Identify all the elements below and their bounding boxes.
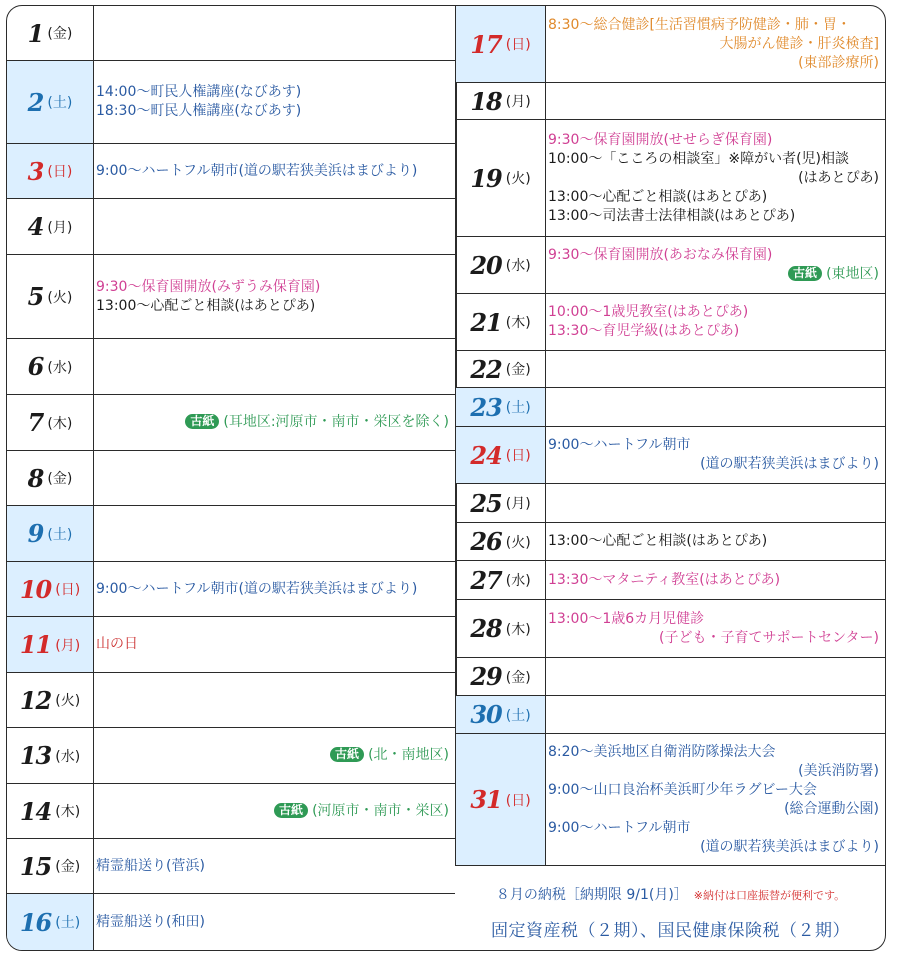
day-of-week: (木) (55, 804, 81, 820)
day-of-week: (金) (47, 471, 73, 487)
day-number: 1 (27, 18, 44, 48)
day-number: 28 (470, 614, 502, 643)
day-row (456, 6, 885, 83)
day-date (456, 351, 546, 387)
event-line (548, 838, 879, 857)
day-number: 2 (27, 87, 44, 117)
day-row (7, 144, 455, 199)
day-events (548, 658, 879, 695)
event-text: 8:20～美浜地区自衛消防隊操法大会 (548, 743, 776, 760)
day-date (7, 199, 94, 254)
day-number: 30 (470, 700, 502, 729)
day-of-week: (金) (47, 26, 73, 42)
day-number: 31 (470, 785, 502, 814)
day-number: 11 (19, 630, 52, 659)
event-line (548, 131, 879, 150)
event-line (548, 762, 879, 781)
day-events (96, 673, 449, 727)
day-of-week: (月) (505, 496, 531, 512)
day-of-week: (土) (55, 915, 81, 931)
event-text: (はあとぴあ) (798, 169, 879, 186)
event-line (96, 278, 449, 297)
event-text: 8:30～総合健診[生活習慣病予防健診・肺・胃・ (548, 16, 851, 33)
day-events (548, 734, 879, 865)
day-row (7, 451, 455, 506)
day-row (456, 120, 885, 237)
event-line (548, 743, 879, 762)
day-date (456, 484, 546, 522)
event-line (96, 83, 449, 102)
day-number: 25 (470, 488, 502, 518)
event-line (548, 35, 879, 54)
day-row (7, 784, 455, 839)
day-of-week: (火) (505, 534, 531, 551)
day-number: 22 (470, 354, 502, 384)
day-row (7, 617, 455, 673)
event-line (548, 188, 879, 207)
day-row (7, 673, 455, 728)
event-line (548, 629, 879, 648)
day-events (96, 61, 449, 143)
day-of-week: (火) (55, 693, 81, 709)
event-text: 9:30～保育園開放(みずうみ保育園) (96, 278, 321, 295)
day-row (456, 696, 885, 734)
day-of-week: (月) (55, 637, 81, 654)
day-of-week: (木) (505, 621, 531, 638)
day-of-week: (日) (55, 582, 81, 598)
day-of-week: (土) (505, 707, 531, 724)
day-date (7, 451, 94, 505)
day-of-week: (水) (47, 359, 73, 376)
day-date (7, 784, 94, 838)
day-date (456, 696, 546, 733)
event-text: (子ども・子育てサポートセンター) (659, 629, 879, 646)
day-events (96, 255, 449, 338)
waste-paper-badge: 古紙 (274, 803, 308, 818)
event-text: 9:00～ハートフル朝市(道の駅若狭美浜はまびより) (96, 580, 418, 597)
day-of-week: (水) (55, 748, 81, 765)
day-date (456, 523, 546, 560)
day-of-week: (木) (505, 315, 531, 331)
event-line (548, 303, 879, 322)
day-number: 29 (470, 662, 502, 691)
event-text: 9:30～保育園開放(あおなみ保育園) (548, 247, 773, 263)
event-text: 13:00～心配ごと相談(はあとぴあ) (548, 188, 768, 205)
day-number: 9 (27, 519, 44, 548)
event-text: 13:00～司法書士法律相談(はあとぴあ) (548, 207, 796, 224)
event-line (548, 322, 879, 341)
event-line (96, 913, 449, 932)
day-date (7, 728, 94, 783)
day-events (548, 600, 879, 657)
event-line (548, 436, 879, 455)
day-number: 5 (27, 282, 44, 311)
day-number: 16 (19, 907, 52, 937)
paper-collection-event (96, 802, 449, 821)
day-date (456, 83, 546, 119)
day-number: 18 (470, 86, 502, 116)
day-date (456, 658, 546, 695)
event-line (548, 150, 879, 169)
event-text: 13:30～育児学級(はあとぴあ) (548, 323, 740, 339)
day-number: 27 (470, 565, 502, 595)
day-events (548, 561, 879, 599)
day-date (456, 6, 546, 82)
day-events (548, 6, 879, 82)
day-of-week: (日) (505, 792, 531, 809)
day-number: 24 (470, 440, 502, 470)
day-row (7, 562, 455, 617)
day-of-week: (月) (505, 94, 531, 110)
day-of-week: (金) (55, 859, 81, 875)
day-row (456, 600, 885, 658)
event-text: 9:30～保育園開放(せせらぎ保育園) (548, 131, 773, 148)
event-line (548, 571, 879, 590)
event-line (96, 580, 449, 599)
day-events (96, 728, 449, 783)
tax-items: 固定資産税（２期）、国民健康保険税（２期） (491, 921, 850, 941)
day-number: 26 (470, 527, 502, 556)
day-date (456, 237, 546, 293)
event-line (548, 532, 879, 551)
day-date (456, 561, 546, 599)
event-line (96, 635, 449, 654)
day-row (7, 339, 455, 395)
day-of-week: (金) (505, 362, 531, 378)
day-of-week: (日) (505, 37, 531, 53)
calendar-frame (6, 5, 886, 951)
event-text: 18:30～町民人権講座(なびあす) (96, 103, 302, 119)
day-date (456, 600, 546, 657)
event-text: 13:30～マタニティ教室(はあとぴあ) (548, 571, 781, 588)
day-number: 3 (27, 156, 44, 186)
day-date (456, 294, 546, 350)
day-of-week: (土) (47, 95, 73, 111)
tax-notice (456, 866, 885, 950)
day-date (7, 839, 94, 893)
day-date (7, 894, 94, 950)
day-row (456, 83, 885, 120)
day-events (96, 395, 449, 450)
day-events (548, 294, 879, 350)
paper-collection-event (96, 413, 449, 432)
event-line (548, 819, 879, 838)
day-row (456, 294, 885, 351)
waste-paper-badge: 古紙 (330, 747, 364, 762)
day-of-week: (金) (505, 669, 531, 686)
day-row (7, 728, 455, 784)
event-line (548, 781, 879, 800)
waste-paper-badge: 古紙 (185, 414, 219, 429)
event-line (96, 102, 449, 121)
event-line (548, 455, 879, 474)
day-row (456, 237, 885, 294)
day-of-week: (日) (505, 448, 531, 464)
day-events (96, 199, 449, 254)
day-date (7, 673, 94, 727)
day-row (456, 388, 885, 427)
day-number: 7 (27, 408, 44, 437)
day-events (96, 6, 449, 60)
day-row (456, 427, 885, 484)
tax-deadline: ８月の納税［納期限 9/1(月)］ (495, 887, 688, 903)
day-date (7, 617, 94, 672)
day-number: 20 (470, 250, 502, 280)
event-text: (北・南地区) (368, 747, 449, 763)
event-text: 9:00～ハートフル朝市 (548, 819, 691, 836)
day-of-week: (火) (505, 171, 531, 187)
day-date (7, 61, 94, 143)
day-events (548, 523, 879, 560)
event-line (548, 16, 879, 35)
event-text: 10:00～「こころの相談室」※障がい者(児)相談 (548, 150, 849, 167)
event-line (548, 207, 879, 226)
day-of-week: (水) (505, 258, 531, 274)
day-events (96, 144, 449, 198)
tax-deadline-line (456, 884, 885, 904)
event-text: 13:00～心配ごと相談(はあとぴあ) (96, 297, 316, 314)
event-text: 山の日 (96, 636, 138, 652)
day-date (456, 734, 546, 865)
event-text: (総合運動公園) (784, 800, 879, 817)
event-text: 13:00～心配ごと相談(はあとぴあ) (548, 533, 768, 549)
event-text: 10:00～1歳児教室(はあとぴあ) (548, 304, 749, 320)
event-text: 精霊船送り(菅浜) (96, 857, 205, 874)
day-date (7, 506, 94, 561)
event-text: 9:00～山口良治杯美浜町少年ラグビー大会 (548, 781, 817, 798)
event-text: (耳地区:河原市・南市・栄区を除く) (223, 414, 449, 430)
day-row (7, 395, 455, 451)
day-number: 19 (470, 163, 502, 193)
event-text: 大腸がん健診・肝炎検査] (719, 35, 879, 52)
waste-paper-badge: 古紙 (788, 266, 822, 281)
day-of-week: (土) (47, 526, 73, 543)
day-row (456, 484, 885, 523)
day-date (456, 388, 546, 426)
event-text: 9:00～ハートフル朝市 (548, 437, 691, 453)
day-events (548, 120, 879, 236)
day-row (7, 255, 455, 339)
event-text: 13:00～1歳6カ月児健診 (548, 610, 705, 627)
day-events (548, 484, 879, 522)
day-of-week: (月) (47, 219, 73, 236)
day-events (96, 339, 449, 394)
day-row (456, 351, 885, 388)
day-date (7, 395, 94, 450)
event-text: (美浜消防署) (798, 762, 879, 779)
day-date (7, 6, 94, 60)
day-number: 23 (470, 392, 502, 422)
event-line (548, 54, 879, 73)
day-events (96, 451, 449, 505)
day-row (456, 523, 885, 561)
day-row (456, 561, 885, 600)
event-text: (道の駅若狭美浜はまびより) (700, 456, 879, 472)
event-line (548, 800, 879, 819)
day-row (7, 61, 455, 144)
event-text: (河原市・南市・栄区) (312, 802, 449, 819)
event-line (548, 246, 879, 265)
day-row (7, 894, 455, 950)
day-row (7, 199, 455, 255)
day-events (548, 351, 879, 387)
day-number: 21 (470, 307, 502, 337)
day-date (7, 144, 94, 198)
event-line (548, 169, 879, 188)
day-events (96, 617, 449, 672)
day-number: 17 (470, 29, 502, 59)
event-text: 精霊船送り(和田) (96, 913, 205, 930)
day-events (96, 839, 449, 893)
day-number: 10 (19, 574, 52, 604)
event-line (96, 162, 449, 181)
day-events (548, 83, 879, 119)
event-text: (東地区) (826, 266, 879, 282)
day-number: 6 (27, 352, 44, 381)
event-line (96, 857, 449, 876)
paper-collection-event (548, 265, 879, 284)
day-events (548, 696, 879, 733)
event-text: (道の駅若狭美浜はまびより) (700, 838, 879, 855)
tax-note: ※納付は口座振替が便利です。 (693, 889, 846, 902)
day-number: 13 (19, 741, 52, 770)
day-events (548, 388, 879, 426)
day-of-week: (火) (47, 289, 73, 306)
day-events (548, 427, 879, 483)
day-number: 15 (19, 851, 52, 881)
day-row (7, 506, 455, 562)
day-date (456, 427, 546, 483)
event-line (548, 610, 879, 629)
day-number: 8 (27, 463, 44, 493)
day-date (7, 562, 94, 616)
paper-collection-event (96, 746, 449, 765)
event-line (96, 297, 449, 316)
event-text: 9:00～ハートフル朝市(道の駅若狭美浜はまびより) (96, 162, 418, 179)
day-number: 14 (19, 796, 52, 826)
day-number: 12 (19, 685, 52, 715)
day-row (7, 6, 455, 61)
day-of-week: (木) (47, 415, 73, 432)
day-of-week: (土) (505, 400, 531, 416)
day-events (96, 562, 449, 616)
day-date (7, 255, 94, 338)
day-of-week: (日) (47, 164, 73, 180)
day-of-week: (水) (505, 573, 531, 589)
event-text: (東部診療所) (798, 54, 879, 71)
event-text: 14:00～町民人権講座(なびあす) (96, 84, 302, 100)
day-date (7, 339, 94, 394)
day-events (96, 784, 449, 838)
day-row (7, 839, 455, 894)
day-events (96, 506, 449, 561)
day-events (96, 894, 449, 950)
day-date (456, 120, 546, 236)
day-row (456, 734, 885, 866)
day-row (456, 658, 885, 696)
day-number: 4 (27, 212, 44, 241)
day-events (548, 237, 879, 293)
